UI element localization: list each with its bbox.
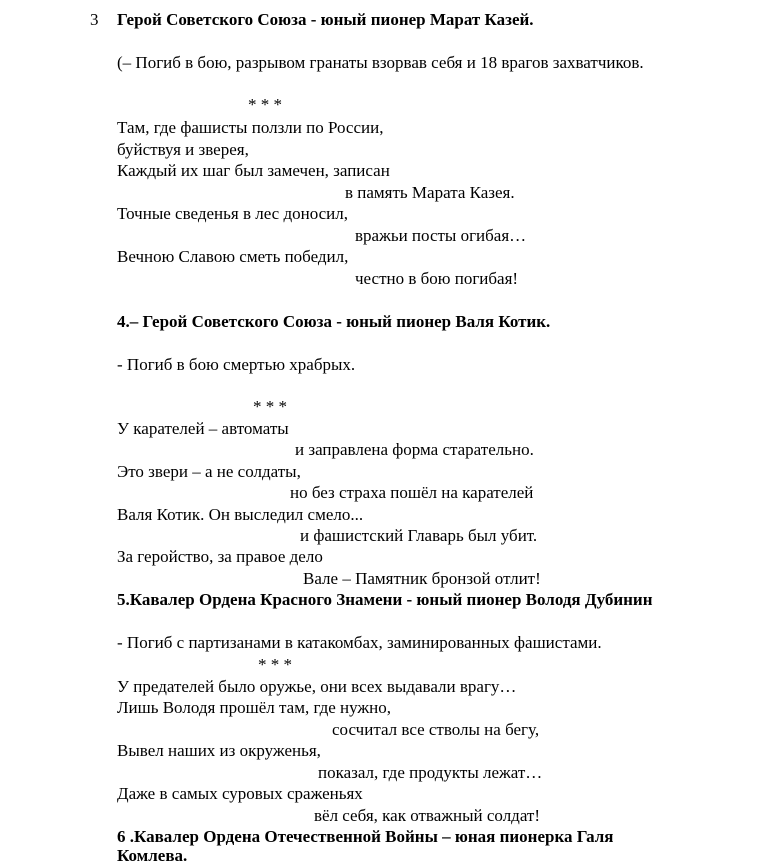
section-5-poem-line: сосчитал все стволы на бегу, xyxy=(332,720,540,739)
section-4-poem-line: У карателей – автоматы xyxy=(117,419,289,438)
section-4-poem-line: Вале – Памятник бронзой отлит! xyxy=(303,569,541,588)
section-4-poem-line: но без страха пошёл на карателей xyxy=(290,483,534,502)
section-5-summary: - Погиб с партизанами в катакомбах, заминированных фашистами. xyxy=(117,633,602,652)
section-3-poem-line: Вечною Славою сметь победил, xyxy=(117,247,349,266)
section-5-heading: 5.Кавалер Ордена Красного Знамени - юный пионер Володя Дубинин xyxy=(117,590,653,609)
section-4-poem-line: и заправлена форма старательно. xyxy=(295,440,534,459)
section-4-poem-line: Валя Котик. Он выследил смело... xyxy=(117,505,364,524)
section-5-poem-line: вёл себя, как отважный солдат! xyxy=(314,806,541,825)
section-3-summary: (– Погиб в бою, разрывом гранаты взорвав себя и 18 врагов захватчиков. xyxy=(117,53,644,72)
section-3-poem-line: вражьи посты огибая… xyxy=(355,226,527,245)
section-5-poem-line: показал, где продукты лежат… xyxy=(318,763,543,782)
section-3-poem-line: Каждый их шаг был замечен, записан xyxy=(117,161,390,180)
section-4-heading: 4.– Герой Советского Союза - юный пионер Валя Котик. xyxy=(117,312,551,331)
section-3-heading: Герой Советского Союза - юный пионер Марат Казей. xyxy=(117,10,534,29)
section-5-poem-line: Лишь Володя прошёл там, где нужно, xyxy=(117,698,391,717)
section-3-number: 3 xyxy=(90,10,99,29)
section-6-heading: 6 .Кавалер Ордена Отечественной Войны – юная пионерка Галя xyxy=(117,827,614,846)
section-3-separator: * * * xyxy=(248,95,282,114)
section-3-poem-line: в память Марата Казея. xyxy=(345,183,515,202)
section-5-poem-line: Вывел наших из окруженья, xyxy=(117,741,321,760)
section-4-separator: * * * xyxy=(253,397,287,416)
section-5-separator: * * * xyxy=(258,655,292,674)
section-3-poem-line: честно в бою погибая! xyxy=(355,269,519,288)
section-5-poem-line: Даже в самых суровых сраженьях xyxy=(117,784,363,803)
section-6-heading-continued: Комлева. xyxy=(117,846,188,865)
section-4-poem-line: и фашистский Главарь был убит. xyxy=(300,526,538,545)
section-4-poem-line: За геройство, за правое дело xyxy=(117,547,323,566)
section-5-poem-line: У предателей было оружье, они всех выдавали врагу… xyxy=(117,677,517,696)
section-3-poem-line: буйствуя и зверея, xyxy=(117,140,249,159)
section-3-poem-line: Точные сведенья в лес доносил, xyxy=(117,204,349,223)
section-4-summary: - Погиб в бою смертью храбрых. xyxy=(117,355,356,374)
section-3-poem-line: Там, где фашисты ползли по России, xyxy=(117,118,384,137)
section-4-poem-line: Это звери – а не солдаты, xyxy=(117,462,301,481)
